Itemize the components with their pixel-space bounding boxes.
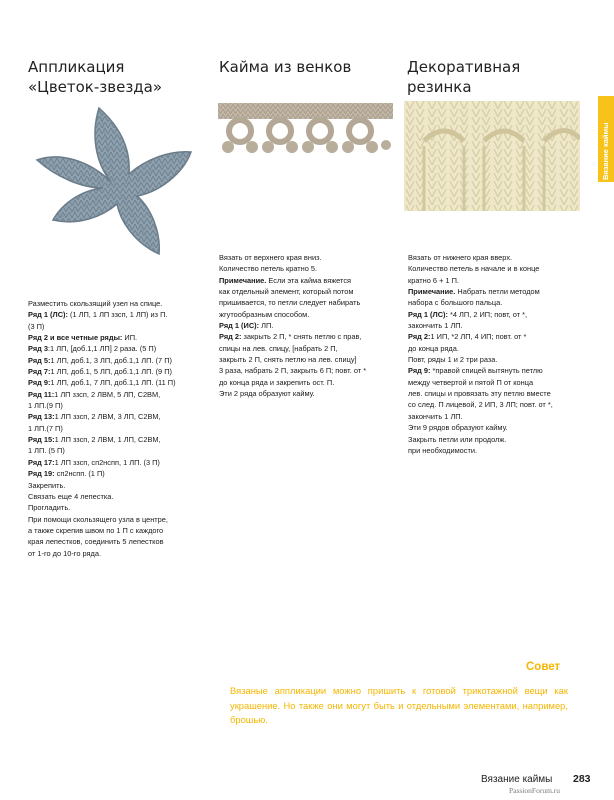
line-text: Закрепить. bbox=[28, 480, 66, 490]
col1-instructions bbox=[28, 298, 176, 559]
line-text: 1 ЛП ззсп, 2 ЛВМ, 1 ЛП, С2ВМ, bbox=[54, 435, 161, 445]
line-text: 1 ИП, *2 ЛП, 4 ИП; повт. от * bbox=[430, 332, 527, 342]
line-text: (3 П) bbox=[28, 321, 45, 331]
col1-title bbox=[28, 57, 162, 97]
line-text: набора с большого пальца. bbox=[408, 298, 503, 308]
instruction-line bbox=[219, 365, 366, 376]
instruction-line bbox=[408, 343, 553, 354]
instruction-line bbox=[219, 263, 366, 274]
row-label: Ряд 2 и все четные ряды: bbox=[28, 333, 123, 343]
line-text: Количество петель кратно 5. bbox=[219, 264, 318, 274]
row-label: Примечание. bbox=[219, 275, 267, 285]
line-text: жгутообразным способом. bbox=[219, 309, 310, 319]
instruction-line bbox=[28, 468, 176, 479]
instruction-line bbox=[219, 309, 366, 320]
line-text: Набрать петли методом bbox=[455, 287, 540, 297]
instruction-line bbox=[408, 377, 553, 388]
instruction-line bbox=[28, 389, 176, 400]
line-text: 1 ЛП.(9 П) bbox=[28, 401, 63, 411]
instruction-line bbox=[408, 320, 553, 331]
line-text: Эти 2 ряда образуют кайму. bbox=[219, 389, 315, 399]
line-text: Закрыть петли или продолж. bbox=[408, 434, 507, 444]
instruction-line bbox=[28, 400, 176, 411]
line-text: сп2нспп. (1 П) bbox=[54, 469, 105, 479]
instruction-line bbox=[28, 411, 176, 422]
instruction-line bbox=[28, 321, 176, 332]
col2-title-line1: Кайма из венков bbox=[219, 58, 352, 76]
line-text: Повт, ряды 1 и 2 три раза. bbox=[408, 355, 498, 365]
instruction-line bbox=[219, 275, 366, 286]
instruction-line bbox=[28, 366, 176, 377]
row-label: Ряд 1 (ЛС): bbox=[408, 309, 448, 319]
row-label: Ряд 7: bbox=[28, 367, 51, 377]
instruction-line bbox=[408, 434, 553, 445]
col3-title-line2: резинка bbox=[407, 78, 472, 96]
line-text: Эти 9 рядов образуют кайму. bbox=[408, 423, 508, 433]
instruction-line bbox=[408, 252, 553, 263]
row-label: Ряд 1 (ИС): bbox=[219, 321, 260, 331]
col3-title bbox=[407, 57, 520, 97]
instruction-line bbox=[28, 445, 176, 456]
instruction-line bbox=[28, 536, 176, 547]
line-text: (1 ЛП, 1 ЛП ззсп, 1 ЛП) из П. bbox=[67, 310, 168, 320]
line-text: края лепестков, соединить 5 лепестков bbox=[28, 537, 164, 547]
instruction-line bbox=[408, 309, 553, 320]
instruction-line bbox=[28, 332, 176, 343]
line-text: При помощи скользящего узла в центре, bbox=[28, 514, 168, 524]
row-label: Примечание. bbox=[408, 287, 456, 297]
instruction-line bbox=[28, 377, 176, 388]
instruction-line bbox=[28, 502, 176, 513]
instruction-line bbox=[408, 399, 553, 410]
instruction-line bbox=[28, 457, 176, 468]
row-label: Ряд 15: bbox=[28, 435, 55, 445]
line-text: ЛП. bbox=[259, 321, 274, 331]
line-text: со след. П лицевой, 2 ИП, 3 ЛП; повт. от *, bbox=[408, 400, 553, 410]
row-label: Ряд 13: bbox=[28, 412, 55, 422]
instruction-line bbox=[408, 411, 553, 422]
line-text: 3 раза, набрать 2 П, закрыть 6 П; повт. от * bbox=[219, 366, 367, 376]
line-text: как отдельный элемент, который потом bbox=[219, 287, 354, 297]
line-text: при необходимости. bbox=[408, 445, 478, 455]
row-label: Ряд 2: bbox=[219, 332, 242, 342]
instruction-line bbox=[408, 365, 553, 376]
instruction-line bbox=[408, 263, 553, 274]
instruction-line bbox=[408, 286, 553, 297]
instruction-line bbox=[408, 388, 553, 399]
line-text: между четвертой и пятой П от конца bbox=[408, 377, 534, 387]
line-text: Вязать от нижнего края вверх. bbox=[408, 253, 513, 262]
line-text: Количество петель в начале и в конце bbox=[408, 264, 540, 274]
instruction-line bbox=[28, 355, 176, 366]
line-text: *4 ЛП, 2 ИП; повт, от *, bbox=[447, 309, 528, 319]
instruction-line bbox=[28, 480, 176, 491]
tip-title: Совет bbox=[526, 661, 561, 673]
row-label: Ряд 2: bbox=[408, 332, 431, 342]
section-side-tab bbox=[598, 96, 614, 182]
instruction-line bbox=[28, 525, 176, 536]
instruction-line bbox=[408, 331, 553, 342]
instruction-line bbox=[408, 445, 553, 456]
row-label: Ряд 19: bbox=[28, 469, 55, 479]
instruction-line bbox=[219, 354, 366, 365]
instruction-line bbox=[408, 275, 553, 286]
instruction-line bbox=[408, 422, 553, 433]
line-text: закончить 1 ЛП. bbox=[408, 321, 463, 331]
line-text: Прогладить. bbox=[28, 503, 71, 513]
row-label: Ряд 9: bbox=[408, 366, 431, 376]
line-text: Если эта кайма вяжется bbox=[266, 275, 352, 285]
instruction-line bbox=[28, 514, 176, 525]
line-text: 1 ЛП, доб.1, 3 ЛП, доб.1,1 ЛП. (7 П) bbox=[50, 355, 172, 365]
line-text: от 1-го до 10-го ряда. bbox=[28, 548, 102, 558]
line-text: Связать еще 4 лепестка. bbox=[28, 491, 114, 501]
instruction-line bbox=[28, 298, 176, 309]
knitted-star-flower-icon bbox=[33, 104, 199, 264]
instruction-line bbox=[28, 434, 176, 445]
line-text: спицы на лев. спицу, [набрать 2 П, bbox=[219, 343, 338, 353]
instruction-line bbox=[28, 343, 176, 354]
instruction-line bbox=[28, 548, 176, 559]
instruction-line bbox=[219, 286, 366, 297]
page-number: 283 bbox=[573, 773, 591, 785]
line-text: 1 ЛП ззсп, 2 ЛВМ, 3 ЛП, С2ВМ, bbox=[54, 412, 161, 422]
col2-title bbox=[219, 57, 351, 77]
line-text: пришивается, то петли следует набирать bbox=[219, 298, 361, 308]
line-text: до конца ряда. bbox=[408, 343, 459, 353]
line-text: 1 ЛП ззсп, сп2нспп, 1 ЛП. (3 П) bbox=[54, 457, 160, 467]
instruction-line bbox=[408, 297, 553, 308]
instruction-line bbox=[219, 320, 366, 331]
line-text: закончить 1 ЛП. bbox=[408, 411, 463, 421]
instruction-line bbox=[219, 331, 366, 342]
col1-title-line2: «Цветок-звезда» bbox=[28, 78, 163, 96]
line-text: закрыть 2 П, снять петлю на лев. спицу] bbox=[219, 355, 357, 365]
tip-text: Вязаные аппликации можно пришить к готовой трикотажной вещи как украшение. Но также они могут быть и отдельными элементами, например, брошью. bbox=[230, 685, 568, 726]
side-tab-label: Вязание каймы bbox=[601, 122, 610, 180]
line-text: 1 ЛП, доб.1, 5 ЛП, доб.1,1 ЛП. (9 П) bbox=[50, 367, 172, 377]
instruction-line bbox=[219, 388, 366, 399]
row-label: Ряд 17: bbox=[28, 457, 55, 467]
instruction-line bbox=[219, 377, 366, 388]
line-text: Разместить скользящий узел на спице. bbox=[28, 299, 163, 308]
row-label: Ряд 1 (ЛС): bbox=[28, 310, 68, 320]
footer-section-title: Вязание каймы bbox=[481, 774, 553, 785]
instruction-line bbox=[408, 354, 553, 365]
line-text: ИП. bbox=[122, 333, 138, 343]
line-text: 1 ЛП. (5 П) bbox=[28, 446, 65, 456]
line-text: а также скрепив швом по 1 П с каждого bbox=[28, 525, 164, 535]
line-text: кратно 6 + 1 П. bbox=[408, 275, 459, 285]
instruction-line bbox=[28, 491, 176, 502]
instruction-line bbox=[28, 423, 176, 434]
knitted-wreath-edging-icon bbox=[218, 99, 393, 160]
row-label: Ряд 11: bbox=[28, 389, 55, 399]
row-label: Ряд 5: bbox=[28, 355, 51, 365]
col3-title-line1: Декоративная bbox=[407, 58, 521, 76]
col3-instructions bbox=[408, 252, 553, 456]
col2-instructions bbox=[219, 252, 366, 399]
row-label: Ряд 9: bbox=[28, 378, 51, 388]
line-text: до конца ряда и закрепить ост. П. bbox=[219, 377, 335, 387]
line-text: :1 ЛП, [доб.1,1 ЛП] 2 раза. (5 П) bbox=[48, 344, 157, 354]
instruction-line bbox=[28, 309, 176, 320]
line-text: *правой спицей вытянуть петлю bbox=[430, 366, 543, 376]
line-text: 1 ЛП, доб.1, 7 ЛП, доб.1,1 ЛП. (11 П) bbox=[50, 378, 176, 388]
line-text: 1 ЛП ззсп, 2 ЛВМ, 5 ЛП, С2ВМ, bbox=[54, 389, 161, 399]
instruction-line bbox=[219, 343, 366, 354]
line-text: Вязать от верхнего края вниз. bbox=[219, 253, 322, 262]
instruction-line bbox=[219, 297, 366, 308]
col1-title-line1: Аппликация bbox=[28, 58, 125, 76]
watermark: PassionForum.ru bbox=[509, 786, 561, 795]
line-text: лев. спицы и провязать эту петлю вместе bbox=[408, 389, 551, 399]
line-text: закрыть 2 П, * снять петлю с прав, bbox=[241, 332, 362, 342]
row-label: Ряд 3 bbox=[28, 344, 48, 354]
line-text: 1 ЛП.(7 П) bbox=[28, 423, 63, 433]
knitted-decorative-rib-icon bbox=[404, 101, 580, 211]
instruction-line bbox=[219, 252, 366, 263]
